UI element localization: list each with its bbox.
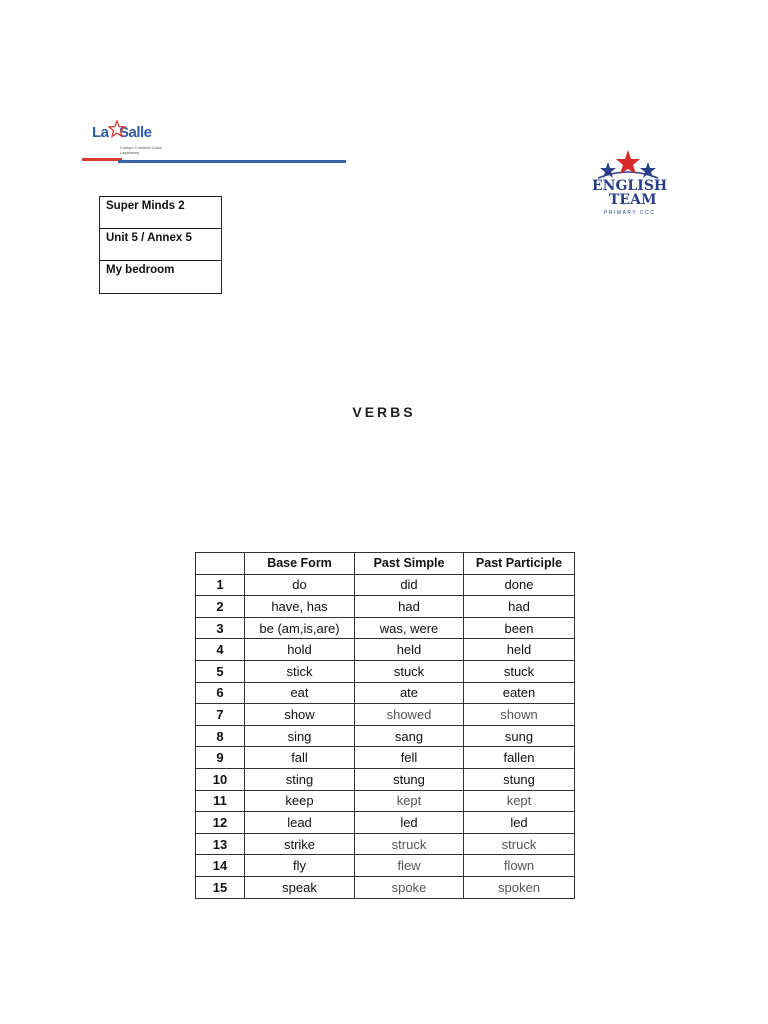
past-participle-cell: flown: [464, 855, 575, 877]
row-number-cell: 9: [196, 747, 245, 769]
row-number-cell: 15: [196, 876, 245, 898]
info-box: [99, 196, 222, 294]
base-form-cell: stick: [245, 660, 355, 682]
column-header: Base Form: [245, 553, 355, 575]
topic-label: My bedroom: [106, 264, 175, 276]
base-form-cell: fall: [245, 747, 355, 769]
row-number-cell: 8: [196, 725, 245, 747]
row-number-cell: 3: [196, 617, 245, 639]
base-form-cell: have, has: [245, 596, 355, 618]
team-logo-line1: ENGLISH: [592, 178, 668, 194]
past-participle-cell: sung: [464, 725, 575, 747]
column-header: Past Participle: [464, 553, 575, 575]
table-header-row: [196, 553, 575, 575]
past-participle-cell: held: [464, 639, 575, 661]
past-simple-cell: had: [355, 596, 464, 618]
stars-icon: [588, 148, 668, 182]
star-icon: [108, 120, 126, 138]
row-number-cell: 10: [196, 768, 245, 790]
row-number-cell: 14: [196, 855, 245, 877]
divider-blue-bar: [118, 160, 346, 163]
english-team-logo: [588, 148, 668, 222]
base-form-cell: hold: [245, 639, 355, 661]
table-row: [196, 855, 575, 877]
row-number-cell: 5: [196, 660, 245, 682]
past-simple-cell: stuck: [355, 660, 464, 682]
base-form-cell: strike: [245, 833, 355, 855]
past-simple-cell: flew: [355, 855, 464, 877]
past-simple-cell: fell: [355, 747, 464, 769]
column-header: [196, 553, 245, 575]
past-simple-cell: sang: [355, 725, 464, 747]
table-row: [196, 725, 575, 747]
book-title: Super Minds 2: [100, 197, 221, 229]
row-number-cell: 6: [196, 682, 245, 704]
base-form-cell: be (am,is,are): [245, 617, 355, 639]
verbs-table: [195, 552, 575, 899]
table-row: [196, 790, 575, 812]
past-simple-cell: kept: [355, 790, 464, 812]
table-row: [196, 574, 575, 596]
row-number-cell: 7: [196, 704, 245, 726]
past-simple-cell: stung: [355, 768, 464, 790]
divider-red-bar: [82, 158, 122, 161]
past-simple-cell: held: [355, 639, 464, 661]
past-simple-cell: led: [355, 812, 464, 834]
past-participle-cell: led: [464, 812, 575, 834]
base-form-cell: eat: [245, 682, 355, 704]
unit-label: Unit 5 / Annex 5: [100, 229, 221, 261]
table-row: [196, 596, 575, 618]
base-form-cell: sting: [245, 768, 355, 790]
past-simple-cell: ate: [355, 682, 464, 704]
past-participle-cell: stung: [464, 768, 575, 790]
header-divider: [82, 158, 346, 164]
row-number-cell: 13: [196, 833, 245, 855]
team-logo-line3: PRIMARY CCC: [604, 210, 656, 216]
past-participle-cell: spoken: [464, 876, 575, 898]
past-participle-cell: eaten: [464, 682, 575, 704]
base-form-cell: show: [245, 704, 355, 726]
table-row: [196, 682, 575, 704]
past-simple-cell: did: [355, 574, 464, 596]
past-simple-cell: struck: [355, 833, 464, 855]
base-form-cell: speak: [245, 876, 355, 898]
base-form-cell: fly: [245, 855, 355, 877]
row-number-cell: 4: [196, 639, 245, 661]
table-row: [196, 660, 575, 682]
past-simple-cell: was, were: [355, 617, 464, 639]
past-simple-cell: spoke: [355, 876, 464, 898]
table-row: [196, 812, 575, 834]
row-number-cell: 2: [196, 596, 245, 618]
la-salle-logo: [92, 118, 172, 158]
table-row: [196, 747, 575, 769]
la-salle-logo-text: [92, 124, 152, 141]
column-header: Past Simple: [355, 553, 464, 575]
table-row: [196, 876, 575, 898]
page-title: VERBS: [352, 404, 416, 420]
logo-text-la: La: [92, 124, 109, 141]
logo-subtitle-line: Colegio Cristóbal Colón: [120, 145, 163, 150]
table-row: [196, 639, 575, 661]
row-number-cell: 11: [196, 790, 245, 812]
past-participle-cell: struck: [464, 833, 575, 855]
row-number-cell: 12: [196, 812, 245, 834]
past-participle-cell: kept: [464, 790, 575, 812]
verbs-table-body: [196, 574, 575, 898]
past-participle-cell: shown: [464, 704, 575, 726]
base-form-cell: keep: [245, 790, 355, 812]
past-participle-cell: stuck: [464, 660, 575, 682]
table-row: [196, 833, 575, 855]
past-participle-cell: had: [464, 596, 575, 618]
table-row: [196, 617, 575, 639]
past-participle-cell: fallen: [464, 747, 575, 769]
team-logo-line2: TEAM: [609, 192, 657, 208]
logo-subtitle-line: Lasalianos: [120, 150, 140, 155]
logo-subtitle: [120, 145, 162, 155]
logo-text-salle: Salle: [119, 124, 152, 141]
base-form-cell: lead: [245, 812, 355, 834]
row-number-cell: 1: [196, 574, 245, 596]
past-simple-cell: showed: [355, 704, 464, 726]
past-participle-cell: been: [464, 617, 575, 639]
past-participle-cell: done: [464, 574, 575, 596]
table-row: [196, 704, 575, 726]
table-row: [196, 768, 575, 790]
base-form-cell: do: [245, 574, 355, 596]
base-form-cell: sing: [245, 725, 355, 747]
